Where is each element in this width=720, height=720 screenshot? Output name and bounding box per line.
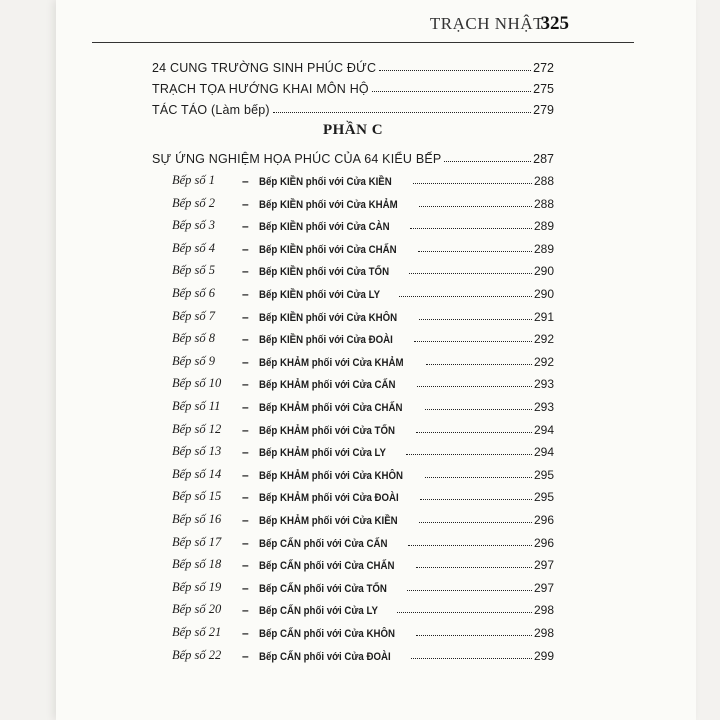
leader-dots xyxy=(419,319,532,320)
item-page: 293 xyxy=(533,400,554,414)
item-dash: – xyxy=(242,513,249,527)
item-page: 288 xyxy=(533,196,554,211)
section-page: 287 xyxy=(533,152,554,166)
item-dash: – xyxy=(242,490,249,505)
item-number: Bếp số 21 xyxy=(172,625,222,639)
item-page: 289 xyxy=(533,219,554,234)
kitchen-item xyxy=(172,484,554,504)
header-rule xyxy=(92,42,634,43)
kitchen-item xyxy=(172,439,554,459)
leader-dots xyxy=(426,364,532,365)
kitchen-item xyxy=(172,620,554,640)
toc-entry-title: TÁC TÁO (Làm bếp) xyxy=(152,103,270,117)
section-title: SỰ ỨNG NGHIỆM HỌA PHÚC CỦA 64 KIỂU BẾP xyxy=(152,152,442,166)
item-page: 297 xyxy=(533,580,554,595)
item-number: Bếp số 19 xyxy=(172,579,222,594)
leader-dots xyxy=(419,206,532,207)
leader-dots xyxy=(416,635,532,636)
kitchen-item xyxy=(172,507,554,527)
item-page: 298 xyxy=(533,626,554,640)
item-description: Bếp KIỀN phối với Cửa LY xyxy=(258,289,380,301)
leader-dots xyxy=(379,70,531,71)
kitchen-item xyxy=(172,236,554,256)
item-number: Bếp số 20 xyxy=(172,602,222,617)
item-page: 289 xyxy=(533,241,554,256)
leader-dots xyxy=(416,432,532,433)
kitchen-item xyxy=(172,394,554,414)
kitchen-item xyxy=(172,643,554,663)
item-description: Bếp CẤN phối với Cửa ĐOÀI xyxy=(258,650,391,663)
kitchen-item xyxy=(172,597,554,617)
item-number: Bếp số 9 xyxy=(172,353,216,368)
kitchen-item xyxy=(172,530,554,550)
kitchen-item xyxy=(172,575,554,595)
item-description: Bếp KIỀN phối với Cửa KHẢM xyxy=(258,198,398,211)
item-dash: – xyxy=(242,467,249,482)
item-description: Bếp KHẢM phối với Cửa KIỀN xyxy=(258,515,398,527)
leader-dots xyxy=(444,161,531,162)
item-description: Bếp KIỀN phối với Cửa KHÔN xyxy=(258,311,397,324)
item-page: 292 xyxy=(533,332,554,347)
leader-dots xyxy=(425,409,532,410)
item-dash: – xyxy=(242,580,249,595)
item-number: Bếp số 7 xyxy=(172,308,216,323)
item-description: Bếp KIỀN phối với Cửa KIỀN xyxy=(258,176,392,188)
item-dash: – xyxy=(242,219,249,234)
item-number: Bếp số 6 xyxy=(172,286,216,300)
item-description: Bếp CẤN phối với Cửa LY xyxy=(258,605,378,618)
section-heading: PHẦN C xyxy=(322,122,384,138)
toc-entry-page: 279 xyxy=(533,103,554,117)
item-description: Bếp KIỀN phối với Cửa TỐN xyxy=(258,266,389,279)
item-page: 291 xyxy=(533,309,554,324)
toc-entry-title: 24 CUNG TRƯỜNG SINH PHÚC ĐỨC xyxy=(152,61,377,75)
item-number: Bếp số 8 xyxy=(172,331,216,346)
toc-entry xyxy=(152,55,554,75)
item-page: 290 xyxy=(533,287,554,301)
kitchen-item xyxy=(172,281,554,301)
item-description: Bếp KHẢM phối với Cửa KHÔN xyxy=(258,469,403,482)
kitchen-item xyxy=(172,462,554,482)
leader-dots xyxy=(414,341,532,342)
leader-dots xyxy=(409,273,531,274)
item-dash: – xyxy=(242,422,249,437)
item-page: 299 xyxy=(533,648,554,663)
item-description: Bếp CẤN phối với Cửa CẤN xyxy=(258,537,388,550)
item-dash: – xyxy=(242,400,249,414)
toc-entry-page: 275 xyxy=(533,82,554,96)
item-dash: – xyxy=(242,332,249,347)
item-page: 298 xyxy=(533,603,554,618)
toc-entry xyxy=(152,76,554,96)
leader-dots xyxy=(397,612,532,613)
page-number: 325 xyxy=(540,13,569,34)
leader-dots xyxy=(399,296,532,297)
kitchen-item xyxy=(172,168,554,188)
item-dash: – xyxy=(242,354,249,369)
item-description: Bếp CẤN phối với Cửa CHẤN xyxy=(258,560,395,573)
item-page: 288 xyxy=(533,174,554,188)
item-number: Bếp số 22 xyxy=(172,647,222,662)
item-number: Bếp số 3 xyxy=(172,218,216,233)
leader-dots xyxy=(372,91,531,92)
section-title-entry xyxy=(152,146,554,166)
item-description: Bếp KIỀN phối với Cửa CHẤN xyxy=(258,243,397,256)
item-description: Bếp KHẢM phối với Cửa KHẢM xyxy=(258,356,404,369)
item-description: Bếp KHẢM phối với Cửa CẤN xyxy=(258,379,396,392)
item-dash: – xyxy=(242,558,249,573)
item-number: Bếp số 10 xyxy=(172,376,222,391)
item-number: Bếp số 11 xyxy=(172,399,221,413)
leader-dots xyxy=(417,386,532,387)
item-number: Bếp số 13 xyxy=(172,444,222,459)
item-number: Bếp số 1 xyxy=(172,173,216,187)
kitchen-item xyxy=(172,258,554,278)
item-dash: – xyxy=(242,377,249,392)
kitchen-item xyxy=(172,304,554,324)
item-description: Bếp KHẢM phối với Cửa CHẤN xyxy=(258,402,403,414)
leader-dots xyxy=(407,590,532,591)
item-number: Bếp số 5 xyxy=(172,263,216,278)
item-number: Bếp số 18 xyxy=(172,557,222,572)
item-dash: – xyxy=(242,603,249,618)
item-number: Bếp số 12 xyxy=(172,421,222,436)
item-page: 296 xyxy=(533,535,554,550)
leader-dots xyxy=(408,545,532,546)
leader-dots xyxy=(425,477,532,478)
item-dash: – xyxy=(242,287,249,301)
toc-entry-page: 272 xyxy=(533,61,554,75)
item-page: 294 xyxy=(533,422,554,437)
item-description: Bếp KHẢM phối với Cửa ĐOÀI xyxy=(258,492,399,505)
item-dash: – xyxy=(242,309,249,324)
leader-dots xyxy=(418,251,532,252)
kitchen-item xyxy=(172,371,554,391)
leader-dots xyxy=(273,112,531,113)
leader-dots xyxy=(406,454,532,455)
leader-dots xyxy=(416,567,532,568)
item-dash: – xyxy=(242,174,249,188)
item-page: 295 xyxy=(533,467,554,482)
leader-dots xyxy=(411,658,532,659)
item-number: Bếp số 2 xyxy=(172,195,216,210)
kitchen-item xyxy=(172,552,554,572)
item-number: Bếp số 16 xyxy=(172,512,222,526)
item-dash: – xyxy=(242,445,249,460)
running-head: TRẠCH NHẬT xyxy=(429,14,544,33)
item-dash: – xyxy=(242,648,249,663)
item-page: 296 xyxy=(533,513,554,527)
item-dash: – xyxy=(242,626,249,640)
kitchen-item xyxy=(172,191,554,211)
kitchen-item xyxy=(172,417,554,437)
leader-dots xyxy=(413,183,532,184)
item-page: 290 xyxy=(533,264,554,279)
item-description: Bếp CẤN phối với Cửa KHÔN xyxy=(258,628,395,640)
item-number: Bếp số 14 xyxy=(172,466,222,481)
item-description: Bếp KIỀN phối với Cửa CÀN xyxy=(258,221,390,234)
item-number: Bếp số 17 xyxy=(172,534,222,549)
item-page: 292 xyxy=(533,354,554,369)
item-page: 295 xyxy=(533,490,554,505)
kitchen-item xyxy=(172,213,554,233)
leader-dots xyxy=(420,499,531,500)
kitchen-item xyxy=(172,349,554,369)
item-number: Bếp số 4 xyxy=(172,240,216,255)
leader-dots xyxy=(410,228,532,229)
item-number: Bếp số 15 xyxy=(172,489,222,504)
item-page: 297 xyxy=(533,558,554,573)
kitchen-item xyxy=(172,326,554,346)
toc-entry-title: TRẠCH TỌA HƯỚNG KHAI MÔN HỘ xyxy=(152,82,369,96)
item-description: Bếp KIỀN phối với Cửa ĐOÀI xyxy=(258,334,393,347)
item-description: Bếp CẤN phối với Cửa TỐN xyxy=(258,582,387,595)
toc-entry xyxy=(152,97,554,117)
item-dash: – xyxy=(242,241,249,256)
item-page: 294 xyxy=(533,445,554,460)
item-dash: – xyxy=(242,264,249,279)
item-dash: – xyxy=(242,535,249,550)
leader-dots xyxy=(419,522,532,523)
item-page: 293 xyxy=(533,377,554,392)
item-description: Bếp KHẢM phối với Cửa TỐN xyxy=(258,424,395,437)
item-description: Bếp KHẢM phối với Cửa LY xyxy=(258,447,386,460)
item-dash: – xyxy=(242,196,249,211)
